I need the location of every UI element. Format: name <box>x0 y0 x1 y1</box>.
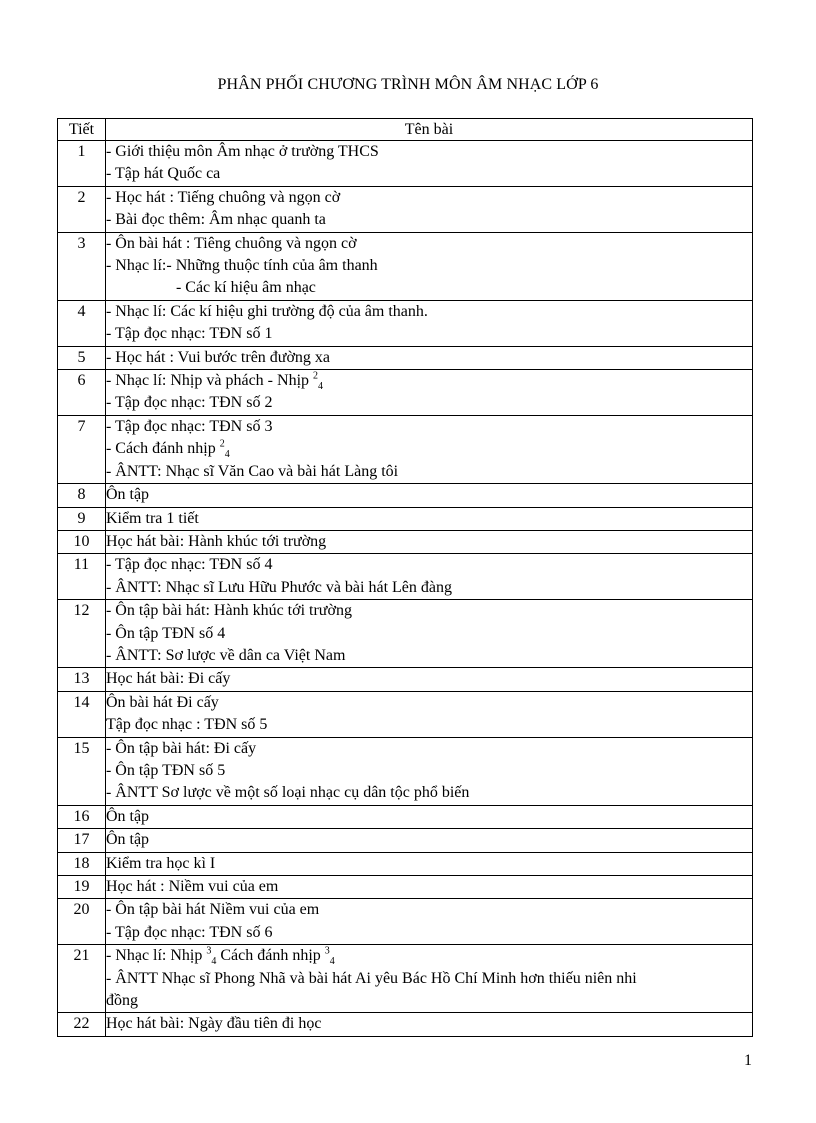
table-row <box>58 600 753 668</box>
lesson-line <box>106 323 752 345</box>
lesson-line <box>106 416 752 438</box>
time-signature-bottom: 4 <box>211 956 217 968</box>
lesson-number: 12 <box>58 600 106 668</box>
lesson-text: Kiểm tra học kì I <box>105 854 216 872</box>
lesson-number: 8 <box>58 484 106 507</box>
lesson-text: - Ôn bài hát : Tiêng chuông và ngọn cờ <box>105 234 357 252</box>
page-title: PHÂN PHỐI CHƯƠNG TRÌNH MÔN ÂM NHẠC LỚP 6 <box>217 76 599 93</box>
lesson-number: 16 <box>58 805 106 828</box>
lesson-text: Ôn tập <box>105 486 150 504</box>
lesson-text: - Tập đọc nhạc: TĐN số 3 <box>105 417 273 435</box>
table-row <box>58 370 753 416</box>
lesson-text: - Ôn tập bài hát Niềm vui của em <box>105 901 320 919</box>
table-row <box>58 530 753 553</box>
lesson-line <box>106 1013 752 1035</box>
lesson-name <box>105 691 752 737</box>
lesson-line <box>106 233 752 255</box>
lesson-text: Ôn tập <box>105 807 150 825</box>
lesson-text: - Tập đọc nhạc: TĐN số 2 <box>105 394 273 412</box>
lesson-line <box>106 645 752 667</box>
lesson-name <box>105 554 752 600</box>
lesson-text: - Cách đánh nhịp <box>105 440 220 458</box>
lesson-number: 15 <box>58 737 106 805</box>
lesson-text: Cách đánh nhịp <box>216 947 325 965</box>
table-row <box>58 554 753 600</box>
lesson-line <box>106 392 752 414</box>
lesson-line <box>106 531 752 553</box>
table-row <box>58 691 753 737</box>
lesson-line <box>106 187 752 209</box>
lesson-name <box>105 945 752 1013</box>
table-row <box>58 484 753 507</box>
lesson-number: 10 <box>58 530 106 553</box>
lesson-line <box>106 714 752 736</box>
lesson-line <box>106 438 752 460</box>
lesson-text: - Tập hát Quốc ca <box>105 165 221 183</box>
table-row <box>58 852 753 875</box>
table-row <box>58 737 753 805</box>
lesson-line <box>106 163 752 185</box>
lesson-text: - Tập đọc nhạc: TĐN số 6 <box>105 923 273 941</box>
lesson-text: - Các kí hiệu âm nhạc <box>175 279 316 297</box>
table-row <box>58 186 753 232</box>
lesson-text: Ôn bài hát Đi cấy <box>105 693 219 711</box>
lesson-line <box>106 623 752 645</box>
lesson-line <box>106 738 752 760</box>
lesson-text: - Tập đọc nhạc: TĐN số 1 <box>105 325 273 343</box>
table-header-row <box>58 119 753 141</box>
lesson-line <box>106 370 752 392</box>
lesson-name <box>105 530 752 553</box>
table-row <box>58 668 753 691</box>
lesson-line <box>106 922 752 944</box>
lesson-number: 4 <box>58 300 106 346</box>
lesson-number: 21 <box>58 945 106 1013</box>
lesson-line <box>106 990 752 1012</box>
lesson-line <box>106 141 752 163</box>
lesson-line <box>106 461 752 483</box>
table-row <box>58 415 753 483</box>
lesson-line <box>106 945 752 967</box>
lesson-text: - Tập đọc nhạc: TĐN số 4 <box>105 556 273 574</box>
lesson-line <box>106 209 752 231</box>
lesson-number: 22 <box>58 1013 106 1036</box>
lesson-line <box>106 277 752 299</box>
table-row <box>58 507 753 530</box>
lesson-text: đồng <box>105 992 138 1010</box>
lesson-name <box>105 1013 752 1036</box>
lesson-table-body <box>58 141 753 1037</box>
lesson-name <box>105 186 752 232</box>
lesson-name <box>105 415 752 483</box>
lesson-name <box>105 668 752 691</box>
lesson-name <box>105 805 752 828</box>
time-signature-bottom: 4 <box>318 381 324 393</box>
lesson-line <box>106 577 752 599</box>
time-signature-top: 2 <box>313 370 319 382</box>
lesson-text: - Ôn tập TĐN số 4 <box>105 624 226 642</box>
lesson-name <box>105 507 752 530</box>
table-row <box>58 141 753 187</box>
lesson-name <box>105 737 752 805</box>
time-signature-top: 3 <box>324 945 330 957</box>
lesson-name <box>105 141 752 187</box>
lesson-name <box>105 899 752 945</box>
lesson-text: Học hát bài: Đi cấy <box>105 670 231 688</box>
lesson-line <box>106 692 752 714</box>
table-row <box>58 805 753 828</box>
lesson-line <box>106 484 752 506</box>
lesson-line <box>106 968 752 990</box>
lesson-number: 7 <box>58 415 106 483</box>
lesson-name <box>105 232 752 300</box>
table-row <box>58 876 753 899</box>
lesson-text: - ÂNTT: Sơ lược về dân ca Việt Nam <box>105 646 346 664</box>
lesson-number: 3 <box>58 232 106 300</box>
lesson-text: Ôn tập <box>105 831 150 849</box>
page-number: 1 <box>744 1052 752 1069</box>
lesson-text: - Ôn tập TĐN số 5 <box>105 761 226 779</box>
lesson-table <box>57 118 753 1037</box>
lesson-line <box>106 301 752 323</box>
table-row <box>58 899 753 945</box>
time-signature-top: 3 <box>206 945 212 957</box>
lesson-text: - ÂNTT Sơ lược về một số loại nhạc cụ dân tộc phổ biến <box>105 784 470 802</box>
lesson-text: Kiểm tra 1 tiết <box>105 509 199 527</box>
table-row <box>58 945 753 1013</box>
lesson-line <box>106 829 752 851</box>
lesson-text: - ÂNTT Nhạc sĩ Phong Nhã và bài hát Ai yêu Bác Hồ Chí Minh hơn thiếu niên nhi <box>105 969 637 987</box>
lesson-name <box>105 346 752 369</box>
lesson-text: - Ôn tập bài hát: Đi cấy <box>105 739 257 757</box>
lesson-line <box>106 806 752 828</box>
lesson-number: 5 <box>58 346 106 369</box>
lesson-number: 18 <box>58 852 106 875</box>
lesson-text: Học hát bài: Ngày đầu tiên đi học <box>105 1015 322 1033</box>
lesson-text: Học hát bài: Hành khúc tới trường <box>105 532 327 550</box>
lesson-line <box>106 760 752 782</box>
lesson-text: - Nhạc lí: Nhịp <box>105 947 207 965</box>
lesson-text: - Nhạc lí: Các kí hiệu ghi trường độ của âm thanh. <box>105 302 428 320</box>
time-signature-top: 2 <box>219 438 225 450</box>
lesson-number: 11 <box>58 554 106 600</box>
lesson-name <box>105 852 752 875</box>
lesson-line <box>106 668 752 690</box>
lesson-name <box>105 600 752 668</box>
lesson-number: 19 <box>58 876 106 899</box>
lesson-line <box>106 508 752 530</box>
lesson-name <box>105 484 752 507</box>
lesson-number: 13 <box>58 668 106 691</box>
header-lesson-number: Tiết <box>58 119 106 141</box>
table-row <box>58 300 753 346</box>
lesson-number: 20 <box>58 899 106 945</box>
header-lesson-name: Tên bài <box>105 119 752 141</box>
lesson-text: Học hát : Niềm vui của em <box>105 878 279 895</box>
table-row <box>58 232 753 300</box>
lesson-number: 1 <box>58 141 106 187</box>
lesson-line <box>106 554 752 576</box>
lesson-name <box>105 876 752 899</box>
lesson-number: 2 <box>58 186 106 232</box>
lesson-line <box>106 899 752 921</box>
lesson-text: - Học hát : Vui bước trên đường xa <box>105 348 331 366</box>
lesson-text: - Ôn tập bài hát: Hành khúc tới trường <box>105 602 352 620</box>
lesson-name <box>105 370 752 416</box>
lesson-text: - ÂNTT: Nhạc sĩ Văn Cao và bài hát Làng tôi <box>105 462 399 480</box>
lesson-name <box>105 829 752 852</box>
lesson-number: 6 <box>58 370 106 416</box>
lesson-text: - Bài đọc thêm: Âm nhạc quanh ta <box>105 211 326 229</box>
lesson-number: 17 <box>58 829 106 852</box>
lesson-text: - Nhạc lí:- Những thuộc tính của âm thanh <box>105 257 378 275</box>
lesson-text: - ÂNTT: Nhạc sĩ Lưu Hữu Phước và bài hát Lên đàng <box>105 578 452 596</box>
lesson-line <box>106 876 752 898</box>
lesson-line <box>106 255 752 277</box>
lesson-line <box>106 347 752 369</box>
lesson-line <box>106 853 752 875</box>
lesson-name <box>105 300 752 346</box>
table-row <box>58 1013 753 1036</box>
lesson-number: 14 <box>58 691 106 737</box>
time-signature-bottom: 4 <box>224 449 230 461</box>
lesson-line <box>106 600 752 622</box>
table-row <box>58 346 753 369</box>
lesson-number: 9 <box>58 507 106 530</box>
table-row <box>58 829 753 852</box>
lesson-text: Tập đọc nhạc : TĐN số 5 <box>105 716 268 734</box>
lesson-line <box>106 782 752 804</box>
time-signature-bottom: 4 <box>329 956 335 968</box>
lesson-text: - Nhạc lí: Nhịp và phách - Nhịp <box>105 372 314 390</box>
lesson-text: - Giới thiệu môn Âm nhạc ở trường THCS <box>105 143 379 160</box>
lesson-text: - Học hát : Tiếng chuông và ngọn cờ <box>105 188 341 206</box>
